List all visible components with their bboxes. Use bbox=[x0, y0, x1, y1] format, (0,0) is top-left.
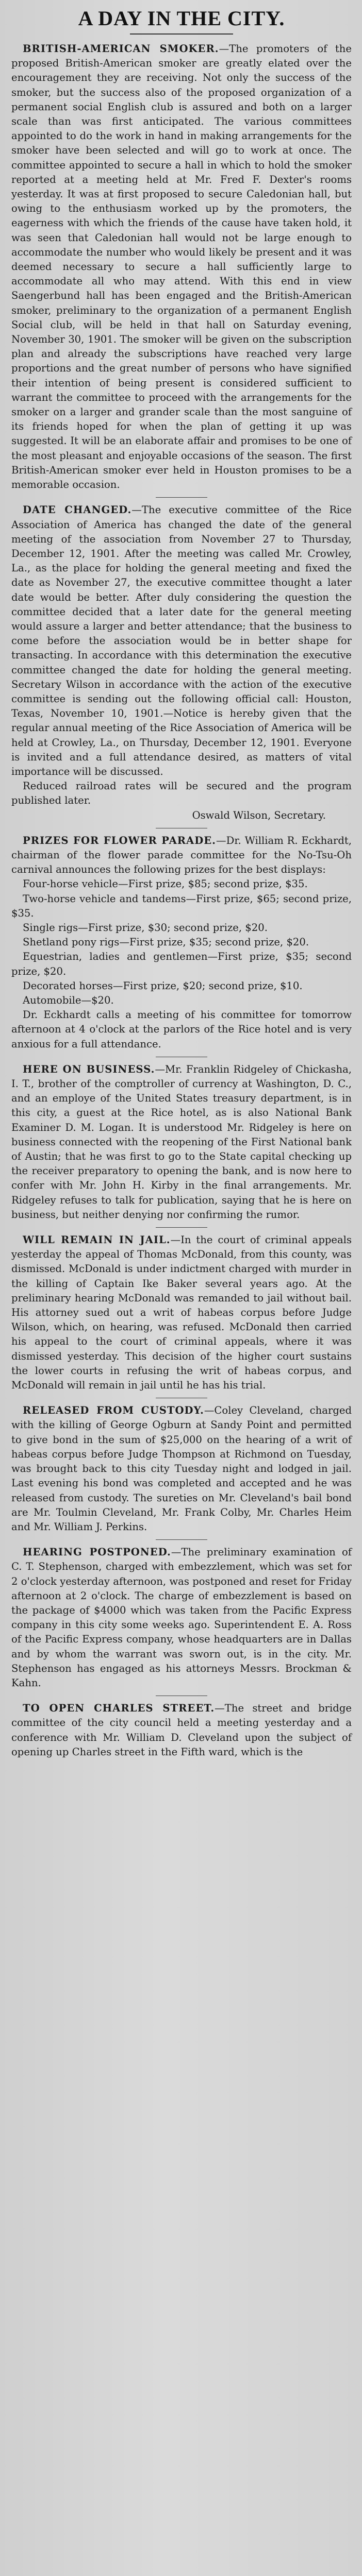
news-item-body: The street and bridge committee of the city council held a meeting yesterday and a conference with Mr. William D. Cleveland upon the subject of opening up Charles street in the Fifth ward, which is the bbox=[11, 1702, 352, 1758]
news-item-lead: DATE CHANGED.—The executive committee of the Rice Association of America has changed the date of the general meeting of the association from November 27 to Thursday, December 12, 1901. After the meeting was called Mr. Crowley, La., as the place for holding the general meeting and fixed the date as November 27, the executive committee thought a later date would be better. After duly considering the question the committee decided that a later date for the general meeting would assure a larger and better attendance; that the business to come before the association would be in better shape for transacting. In accordance with this determination the executive committee changed the date for holding the general meeting. Secretary Wilson in accordance with the action of the executive committee is sending out the following official call: Houston, Texas, November 10, 1901.—Notice is hereby given that the regular annual meeting of the Rice Association of America will be held at Crowley, La., on Thursday, December 12, 1901. Everyone is invited and a full attendance desired, as matters of vital importance will be discussed. bbox=[11, 504, 352, 777]
headline-rule bbox=[130, 33, 233, 35]
news-item-body: Coley Cleveland, charged with the killing of George Ogburn at Sandy Point and permitted to give bond in the sum of $25,000 on the hearing of a writ of habeas corpus before Judge Thompson at Richmond on Tuesday, was brought back to this city Tuesday night and lodged in jail. Last evening his bond was completed and accepted and he was released from custody. The sureties on Mr. Cleveland's bail bond are Mr. Toulmin Cleveland, Mr. Frank Colby, Mr. Charles Heim and Mr. William J. Perkins. bbox=[11, 1404, 352, 1533]
news-item-kicker: RELEASED FROM CUSTODY. bbox=[23, 1404, 204, 1417]
news-item-paragraph: Dr. Eckhardt calls a meeting of his committee for tomorrow afternoon at 4 o'clock at the parlors of the Rice hotel and is very anxious for a full attendance. bbox=[11, 1009, 352, 1050]
news-item-lead: HEARING POSTPONED.—The preliminary examination of C. T. Stephenson, charged with embezzlement, which was set for 2 o'clock yesterday afternoon, was postponed and reset for Friday afternoon at 2 o'clock. The charge of embezzlement is based on the package of $4000 which was taken from the Pacific Express company in this city some weeks ago. Superintendent E. A. Ross of the Pacific Express company, whose headquarters are in Dallas and by whom the warrant was sworn out, is in the city. Mr. Stephenson has engaged as his attorneys Messrs. Brockman & Kahn. bbox=[11, 1546, 352, 1689]
news-item-paragraph: Equestrian, ladies and gentlemen—First prize, $35; second prize, $20. bbox=[11, 951, 352, 977]
news-item-paragraph: Decorated horses—First prize, $20; second prize, $10. bbox=[23, 979, 303, 992]
news-item-paragraph: Shetland pony rigs—First prize, $35; second prize, $20. bbox=[23, 936, 309, 948]
headline: A DAY IN THE CITY. bbox=[78, 7, 285, 30]
news-item-lead: TO OPEN CHARLES STREET.—The street and bridge committee of the city council held a meeting yesterday and a conference with Mr. William D. Cleveland upon the subject of opening up Charles street in the Fifth ward, which is the bbox=[11, 1702, 352, 1758]
news-item-kicker: TO OPEN CHARLES STREET. bbox=[23, 1702, 215, 1715]
news-item-kicker: HEARING POSTPONED. bbox=[23, 1546, 171, 1558]
news-item-kicker: WILL REMAIN IN JAIL. bbox=[23, 1234, 171, 1246]
news-item-signature: Oswald Wilson, Secretary. bbox=[192, 809, 326, 821]
news-item-lead: PRIZES FOR FLOWER PARADE.—Dr. William R. Eckhardt, chairman of the flower parade committee for the No-Tsu-Oh carnival announces the following prizes for the best displays: bbox=[11, 834, 352, 876]
news-item-kicker: PRIZES FOR FLOWER PARADE. bbox=[23, 834, 217, 846]
news-item-lead: RELEASED FROM CUSTODY.—Coley Cleveland, charged with the killing of George Ogburn at Sandy Point and permitted to give bond in the sum of $25,000 on the hearing of a writ of habeas corpus before Judge Thompson at Richmond on Tuesday, was brought back to this city Tuesday night and lodged in jail. Last evening his bond was completed and accepted and he was released from custody. The sureties on Mr. Cleveland's bail bond are Mr. Toulmin Cleveland, Mr. Frank Colby, Mr. Charles Heim and Mr. William J. Perkins. bbox=[11, 1404, 352, 1533]
news-item bbox=[11, 1545, 352, 1690]
news-item bbox=[11, 503, 352, 822]
news-item-paragraph: Four-horse vehicle—First prize, $85; second prize, $35. bbox=[23, 878, 308, 890]
news-item bbox=[11, 834, 352, 1052]
news-column bbox=[11, 42, 352, 1759]
news-item bbox=[11, 1701, 352, 1759]
item-separator bbox=[156, 1539, 207, 1540]
news-item-kicker: BRITISH-AMERICAN SMOKER. bbox=[23, 43, 219, 55]
news-item-lead: BRITISH-AMERICAN SMOKER.—The promoters of the proposed British-American smoker are greatly elated over the encouragement they are receiving. Not only the success of the smoker, but the success also of the proposed organization of a permanent social English club is assured and both on a larger scale than was first anticipated. The various committees appointed to do the work in hand in making arrangements for the smoker have been selected and will go to work at once. The committee appointed to secure a hall in which to hold the smoker reported at a meeting held at Mr. Fred F. Dexter's rooms yesterday. It was at first proposed to secure Caledonian hall, but owing to the enthusiasm worked up by the promoters, the eagerness with which the friends of the cause have taken hold, it was seen that Caledonian hall would not be large enough to accommodate the number who would likely be present and it was deemed necessary to secure a hall sufficiently large to accommodate all who may attend. With this end in view Saengerbund hall has been engaged and the British-American smoker, preliminary to the organization of a permanent English Social club, will be held in that hall on Saturday evening, November 30, 1901. The smoker will be given on the subscription plan and already the subscriptions have reached very large proportions and the great number of persons who have signified their intention of being present is considered sufficient to warrant the committee to proceed with the arrangements for the smoker on a larger and grander scale than the most sanguine of its friends hoped for when the plan of getting it up was suggested. It will be an elaborate affair and promises to be one of the most pleasant and enjoyable occasions of the season. The first British-American smoker ever held in Houston promises to be a memorable occasion. bbox=[11, 43, 352, 491]
news-item-paragraph: Automobile—$20. bbox=[23, 994, 114, 1006]
news-item-paragraph: Reduced railroad rates will be secured and the program published later. bbox=[11, 780, 352, 807]
news-item bbox=[11, 1403, 352, 1534]
news-item-kicker: DATE CHANGED. bbox=[23, 504, 132, 516]
news-item-kicker: HERE ON BUSINESS. bbox=[23, 1063, 155, 1075]
news-item-body: In the court of criminal appeals yesterday the appeal of Thomas McDonald, from this county, was dismissed. McDonald is under indictment charged with murder in the killing of Captain Ike Baker several years ago. At the preliminary hearing McDonald was remanded to jail without bail. His attorney sued out a writ of habeas corpus before Judge Wilson, which, on hearing, was refused. McDonald then carried his appeal to the court of criminal appeals, where it was dismissed yesterday. This decision of the higher court sustains the lower courts in refusing the writ of habeas corpus, and McDonald will remain in jail until he has his trial. bbox=[11, 1234, 352, 1392]
news-item-lead: WILL REMAIN IN JAIL.—In the court of criminal appeals yesterday the appeal of Thomas McDonald, from this county, was dismissed. McDonald is under indictment charged with murder in the killing of Captain Ike Baker several years ago. At the preliminary hearing McDonald was remanded to jail without bail. His attorney sued out a writ of habeas corpus before Judge Wilson, which, on hearing, was refused. McDonald then carried his appeal to the court of criminal appeals, where it was dismissed yesterday. This decision of the higher court sustains the lower courts in refusing the writ of habeas corpus, and McDonald will remain in jail until he has his trial. bbox=[11, 1234, 352, 1392]
news-item-lead: HERE ON BUSINESS.—Mr. Franklin Ridgeley of Chickasha, I. T., brother of the comptroller of currency at Washington, D. C., and an employe of the United States treasury department, is in this city, a guest at the Rice hotel, as is also National Bank Examiner D. M. Logan. It is understood Mr. Ridgeley is here on business connected with the reopening of the First National bank of Austin; that he was first to go to the State capital checking up the receiver preparatory to opening the bank, and is now here to confer with Mr. John H. Kirby in the final arrangements. Mr. Ridgeley refuses to talk for publication, saying that he is here on business, but neither denying nor confirming the rumor. bbox=[11, 1063, 352, 1221]
news-item-body: The executive committee of the Rice Association of America has changed the date of the general meeting of the association from November 27 to Thursday, December 12, 1901. After the meeting was called Mr. Crowley, La., as the place for holding the general meeting and fixed the date as November 27, the executive committee thought a later date would be better. After duly considering the question the committee decided that a later date for the general meeting would assure a larger and better attendance; that the business to come before the association would be in better shape for transacting. In accordance with this determination the executive committee changed the date for holding the general meeting. Secretary Wilson in accordance with the action of the executive committee is sending out the following official call: Houston, Texas, November 10, 1901.—Notice is hereby given that the regular annual meeting of the Rice Association of America will be held at Crowley, La., on Thursday, December 12, 1901. Everyone is invited and a full attendance desired, as matters of vital importance will be discussed. bbox=[11, 504, 352, 777]
news-item bbox=[11, 42, 352, 492]
item-separator bbox=[156, 1227, 207, 1228]
news-item-paragraph: Single rigs—First prize, $30; second prize, $20. bbox=[23, 921, 268, 934]
news-item-body: Mr. Franklin Ridgeley of Chickasha, I. T., brother of the comptroller of currency at Washington, D. C., and an employe of the United States treasury department, is in this city, a guest at the Rice hotel, as is also National Bank Examiner D. M. Logan. It is understood Mr. Ridgeley is here on business connected with the reopening of the First National bank of Austin; that he was first to go to the State capital checking up the receiver preparatory to opening the bank, and is now here to confer with Mr. John H. Kirby in the final arrangements. Mr. Ridgeley refuses to talk for publication, saying that he is here on business, but neither denying nor confirming the rumor. bbox=[11, 1063, 352, 1221]
news-item bbox=[11, 1233, 352, 1393]
news-item bbox=[11, 1062, 352, 1222]
news-item-body: The promoters of the proposed British-American smoker are greatly elated over the encouragement they are receiving. Not only the success of the smoker, but the success also of the proposed organization of a permanent social English club is assured and both on a larger scale than was first anticipated. The various committees appointed to do the work in hand in making arrangements for the smoker have been selected and will go to work at once. The committee appointed to secure a hall in which to hold the smoker reported at a meeting held at Mr. Fred F. Dexter's rooms yesterday. It was at first proposed to secure Caledonian hall, but owing to the enthusiasm worked up by the promoters, the eagerness with which the friends of the cause have taken hold, it was seen that Caledonian hall would not be large enough to accommodate the number who would likely be present and it was deemed necessary to secure a hall sufficiently large to accommodate all who may attend. With this end in view Saengerbund hall has been engaged and the British-American smoker, preliminary to the organization of a permanent English Social club, will be held in that hall on Saturday evening, November 30, 1901. The smoker will be given on the subscription plan and already the subscriptions have reached very large proportions and the great number of persons who have signified their intention of being present is considered sufficient to warrant the committee to proceed with the arrangements for the smoker on a larger and grander scale than the most sanguine of its friends hoped for when the plan of getting it up was suggested. It will be an elaborate affair and promises to be one of the most pleasant and enjoyable occasions of the season. The first British-American smoker ever held in Houston promises to be a memorable occasion. bbox=[11, 43, 352, 491]
news-item-body: The preliminary examination of C. T. Stephenson, charged with embezzlement, which was set for 2 o'clock yesterday afternoon, was postponed and reset for Friday afternoon at 2 o'clock. The charge of embezzlement is based on the package of $4000 which was taken from the Pacific Express company in this city some weeks ago. Superintendent E. A. Ross of the Pacific Express company, whose headquarters are in Dallas and by whom the warrant was sworn out, is in the city. Mr. Stephenson has engaged as his attorneys Messrs. Brockman & Kahn. bbox=[11, 1546, 352, 1689]
item-separator bbox=[156, 497, 207, 498]
news-item-paragraph: Two-horse vehicle and tandems—First prize, $65; second prize, $35. bbox=[11, 892, 352, 919]
news-item-body: Dr. William R. Eckhardt, chairman of the flower parade committee for the No-Tsu-Oh carnival announces the following prizes for the best displays: bbox=[11, 834, 352, 876]
